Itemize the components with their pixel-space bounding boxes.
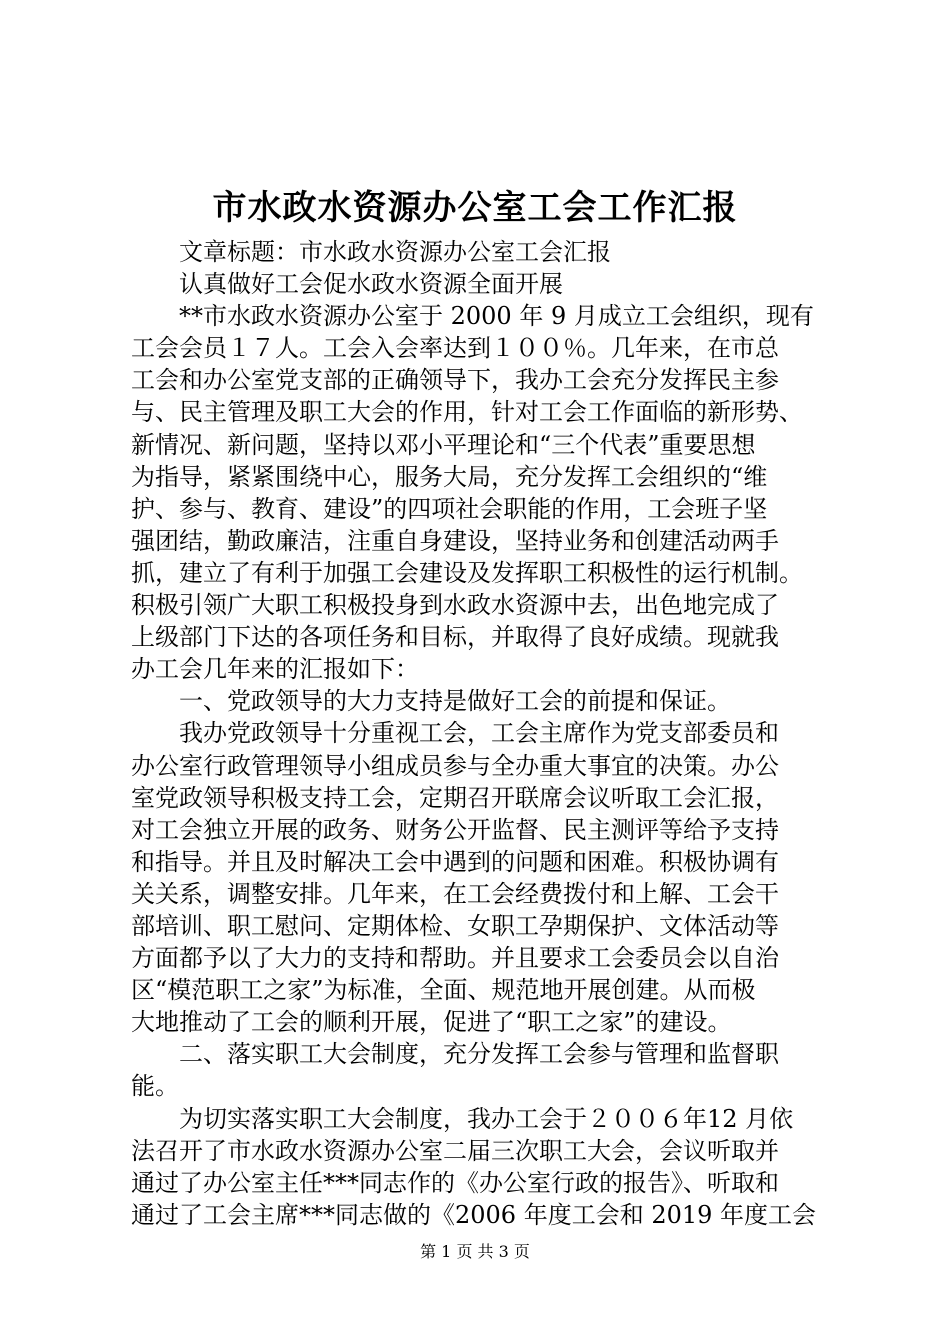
body-line: 关关系，调整安排。几年来，在工会经费拨付和上解、工会干 [131,879,779,908]
body-line: 一、党政领导的大力支持是做好工会的前提和保证。 [179,687,731,716]
body-line: 部培训、职工慰问、定期体检、女职工孕期保护、文体活动等 [131,911,779,940]
body-line: 积极引领广大职工积极投身到水政水资源中去，出色地完成了 [131,591,779,620]
body-line: 二、落实职工大会制度，充分发挥工会参与管理和监督职 [179,1040,779,1069]
body-line: 认真做好工会促水政水资源全面开展 [179,270,563,299]
body-line: 上级部门下达的各项任务和目标，并取得了良好成绩。现就我 [131,623,779,652]
body-line: 强团结，勤政廉洁，注重自身建设，坚持业务和创建活动两手 [131,526,779,555]
body-line: 法召开了市水政水资源办公室二届三次职工大会，会议听取并 [131,1136,779,1165]
body-line: 室党政领导积极支持工会，定期召开联席会议听取工会汇报， [131,783,779,812]
body-line: 能。 [131,1072,179,1101]
body-line: 我办党政领导十分重视工会，工会主席作为党支部委员和 [179,719,779,748]
body-line: 与、民主管理及职工大会的作用，针对工会工作面临的新形势、 [131,398,803,427]
body-line: 抓，建立了有利于加强工会建设及发挥职工积极性的运行机制。 [131,558,803,587]
body-line: 办工会几年来的汇报如下： [131,655,419,684]
body-line: 对工会独立开展的政务、财务公开监督、民主测评等给予支持 [131,815,779,844]
body-line: 为切实落实职工大会制度，我办工会于２００６年12 月依 [179,1104,794,1133]
page-footer: 第 1 页 共 3 页 [420,1242,530,1261]
body-line: 为指导，紧紧围绕中心，服务大局，充分发挥工会组织的“维 [131,462,768,491]
body-line: 方面都予以了大力的支持和帮助。并且要求工会委员会以自治 [131,944,779,973]
body-line: 护、参与、教育、建设”的四项社会职能的作用，工会班子坚 [131,494,768,523]
body-line: 大地推动了工会的顺利开展，促进了“职工之家”的建设。 [131,1008,732,1037]
body-line: 办公室行政管理领导小组成员参与全办重大事宜的决策。办公 [131,751,779,780]
body-line: 通过了办公室主任***同志作的《办公室行政的报告》、听取和 [131,1168,779,1197]
body-line: 和指导。并且及时解决工会中遇到的问题和困难。积极协调有 [131,847,779,876]
body-line: **市水政水资源办公室于 2000 年 9 月成立工会组织，现有 [179,302,814,331]
body-line: 文章标题：市水政水资源办公室工会汇报 [179,238,611,266]
document-body [131,236,831,1231]
body-line: 工会和办公室党支部的正确领导下，我办工会充分发挥民主参 [131,366,779,395]
body-line: 新情况、新问题，坚持以邓小平理论和“三个代表”重要思想 [131,430,756,459]
body-line: 通过了工会主席***同志做的《2006 年度工会和 2019 年度工会 [131,1200,817,1229]
body-line: 工会会员１７人。工会入会率达到１００％。几年来，在市总 [131,334,779,363]
document-title: 市水政水资源办公室工会工作汇报 [212,188,738,228]
body-line: 区“模范职工之家”为标准，全面、规范地开展创建。从而极 [131,976,756,1005]
